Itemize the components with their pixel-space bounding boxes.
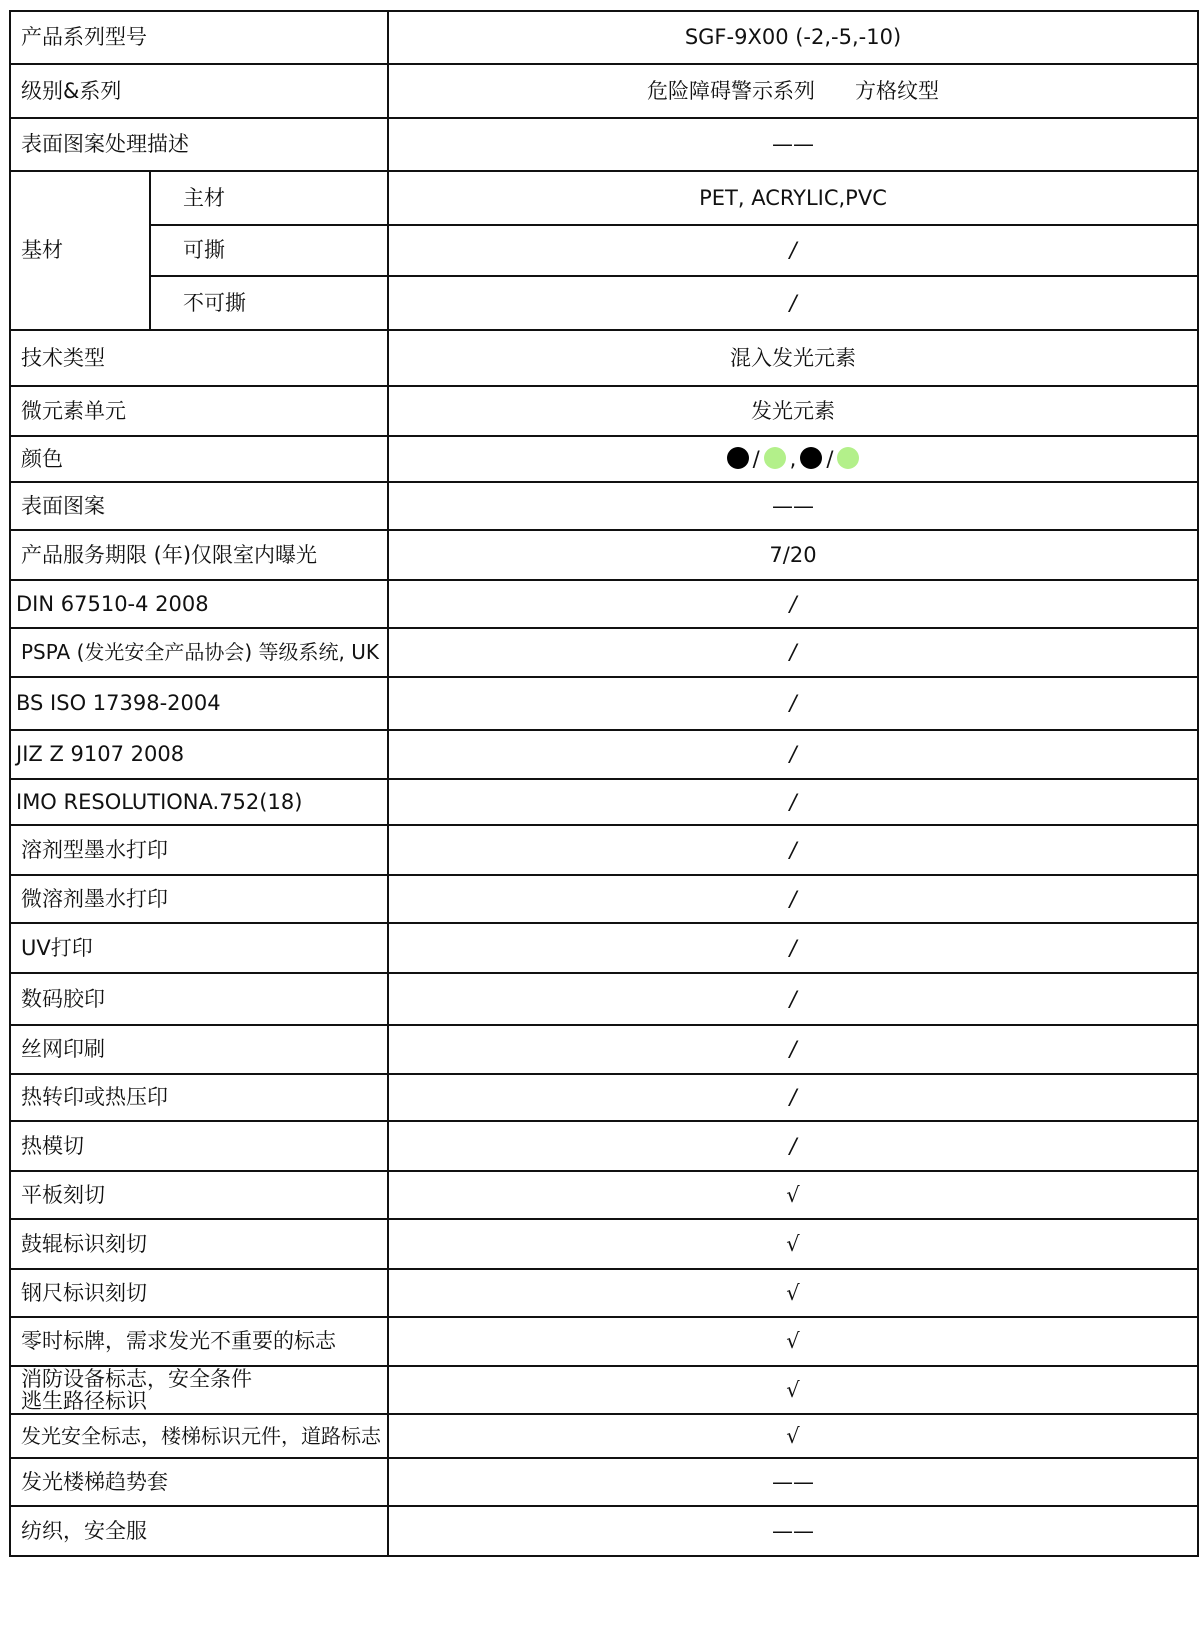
comma-separator: , [789, 446, 797, 471]
row-value: / [388, 1074, 1198, 1121]
table-row [10, 677, 1198, 730]
table-row [10, 730, 1198, 779]
table-row [10, 875, 1198, 923]
row-value: 发光元素 [388, 386, 1198, 436]
table-row [10, 628, 1198, 677]
row-label: 溶剂型墨水打印 [10, 825, 388, 875]
row-value: √ [388, 1366, 1198, 1414]
row-label: 表面图案 [10, 482, 388, 530]
spec-table [9, 10, 1199, 1557]
row-label: 平板刻切 [10, 1171, 388, 1219]
row-label: 数码胶印 [10, 973, 388, 1025]
table-row [10, 1219, 1198, 1269]
main-material-label: 主材 [150, 171, 388, 225]
row-label: 发光安全标志，楼梯标识元件，道路标志 [10, 1414, 388, 1458]
row-label: IMO RESOLUTIONA.752(18) [10, 779, 388, 825]
row-value: / [388, 677, 1198, 730]
slash-separator: / [752, 446, 760, 471]
row-label: UV打印 [10, 923, 388, 973]
row-value: / [388, 923, 1198, 973]
color-swatches [388, 436, 1198, 482]
row-value: SGF-9X00 (-2,-5,-10) [388, 11, 1198, 64]
table-row [10, 1317, 1198, 1366]
row-label: 微溶剂墨水打印 [10, 875, 388, 923]
row-value: 危险障碍警示系列 方格纹型 [388, 64, 1198, 118]
row-label: 丝网印刷 [10, 1025, 388, 1074]
row-value: / [388, 779, 1198, 825]
row-value: √ [388, 1414, 1198, 1458]
row-label: 纺织，安全服 [10, 1506, 388, 1556]
row-label-line: 消防设备标志，安全条件 [21, 1366, 252, 1391]
row-label: 产品系列型号 [10, 11, 388, 64]
non-peelable-label: 不可撕 [150, 276, 388, 330]
table-row [10, 1025, 1198, 1074]
row-label: BS ISO 17398-2004 [10, 677, 388, 730]
row-value: √ [388, 1317, 1198, 1366]
black-dot-icon [800, 447, 822, 469]
row-value: √ [388, 1171, 1198, 1219]
row-value: / [388, 825, 1198, 875]
non-peelable-value: / [388, 276, 1198, 330]
table-row [10, 1171, 1198, 1219]
row-value: / [388, 1121, 1198, 1171]
row-label: 发光楼梯趋势套 [10, 1458, 388, 1506]
table-row [10, 436, 1198, 482]
row-value: √ [388, 1269, 1198, 1317]
row-value: / [388, 580, 1198, 628]
table-row [10, 1366, 1198, 1414]
row-value: —— [388, 118, 1198, 171]
row-label: 零时标牌，需求发光不重要的标志 [10, 1317, 388, 1366]
peelable-value: / [388, 225, 1198, 276]
table-row [10, 580, 1198, 628]
main-material-value: PET, ACRYLIC,PVC [388, 171, 1198, 225]
row-label: 微元素单元 [10, 386, 388, 436]
row-value: —— [388, 482, 1198, 530]
row-label: 产品服务期限 (年)仅限室内曝光 [10, 530, 388, 580]
row-label: PSPA (发光安全产品协会) 等级系统, UK [10, 628, 388, 677]
row-label: 技术类型 [10, 330, 388, 386]
table-row [10, 1121, 1198, 1171]
row-label-line: 逃生路径标识 [21, 1389, 147, 1413]
table-row [10, 386, 1198, 436]
table-row [10, 171, 1198, 225]
table-row [10, 1506, 1198, 1556]
table-row [10, 225, 1198, 276]
row-label: 鼓辊标识刻切 [10, 1219, 388, 1269]
row-value: 混入发光元素 [388, 330, 1198, 386]
row-label: 钢尺标识刻切 [10, 1269, 388, 1317]
row-label: 级别&系列 [10, 64, 388, 118]
base-material-label: 基材 [10, 171, 150, 330]
table-row [10, 482, 1198, 530]
row-value: √ [388, 1219, 1198, 1269]
table-row [10, 330, 1198, 386]
table-row [10, 923, 1198, 973]
table-row [10, 1458, 1198, 1506]
row-label [10, 1366, 388, 1414]
table-row [10, 973, 1198, 1025]
table-row [10, 1269, 1198, 1317]
table-row [10, 1414, 1198, 1458]
row-label: 颜色 [10, 436, 388, 482]
row-value: / [388, 1025, 1198, 1074]
row-value: / [388, 875, 1198, 923]
table-row [10, 11, 1198, 64]
row-value: / [388, 628, 1198, 677]
row-value: 7/20 [388, 530, 1198, 580]
slash-separator: / [826, 446, 834, 471]
row-label: 表面图案处理描述 [10, 118, 388, 171]
row-label: 热转印或热压印 [10, 1074, 388, 1121]
table-row [10, 825, 1198, 875]
row-value: —— [388, 1506, 1198, 1556]
row-label: 热模切 [10, 1121, 388, 1171]
peelable-label: 可撕 [150, 225, 388, 276]
table-row [10, 779, 1198, 825]
row-label: DIN 67510-4 2008 [10, 580, 388, 628]
black-dot-icon [727, 447, 749, 469]
table-row [10, 530, 1198, 580]
table-row [10, 64, 1198, 118]
row-label: JIZ Z 9107 2008 [10, 730, 388, 779]
table-row [10, 1074, 1198, 1121]
row-value: / [388, 730, 1198, 779]
table-row [10, 276, 1198, 330]
green-dot-icon [837, 447, 859, 469]
table-row [10, 118, 1198, 171]
row-value: / [388, 973, 1198, 1025]
green-dot-icon [764, 447, 786, 469]
row-value: —— [388, 1458, 1198, 1506]
